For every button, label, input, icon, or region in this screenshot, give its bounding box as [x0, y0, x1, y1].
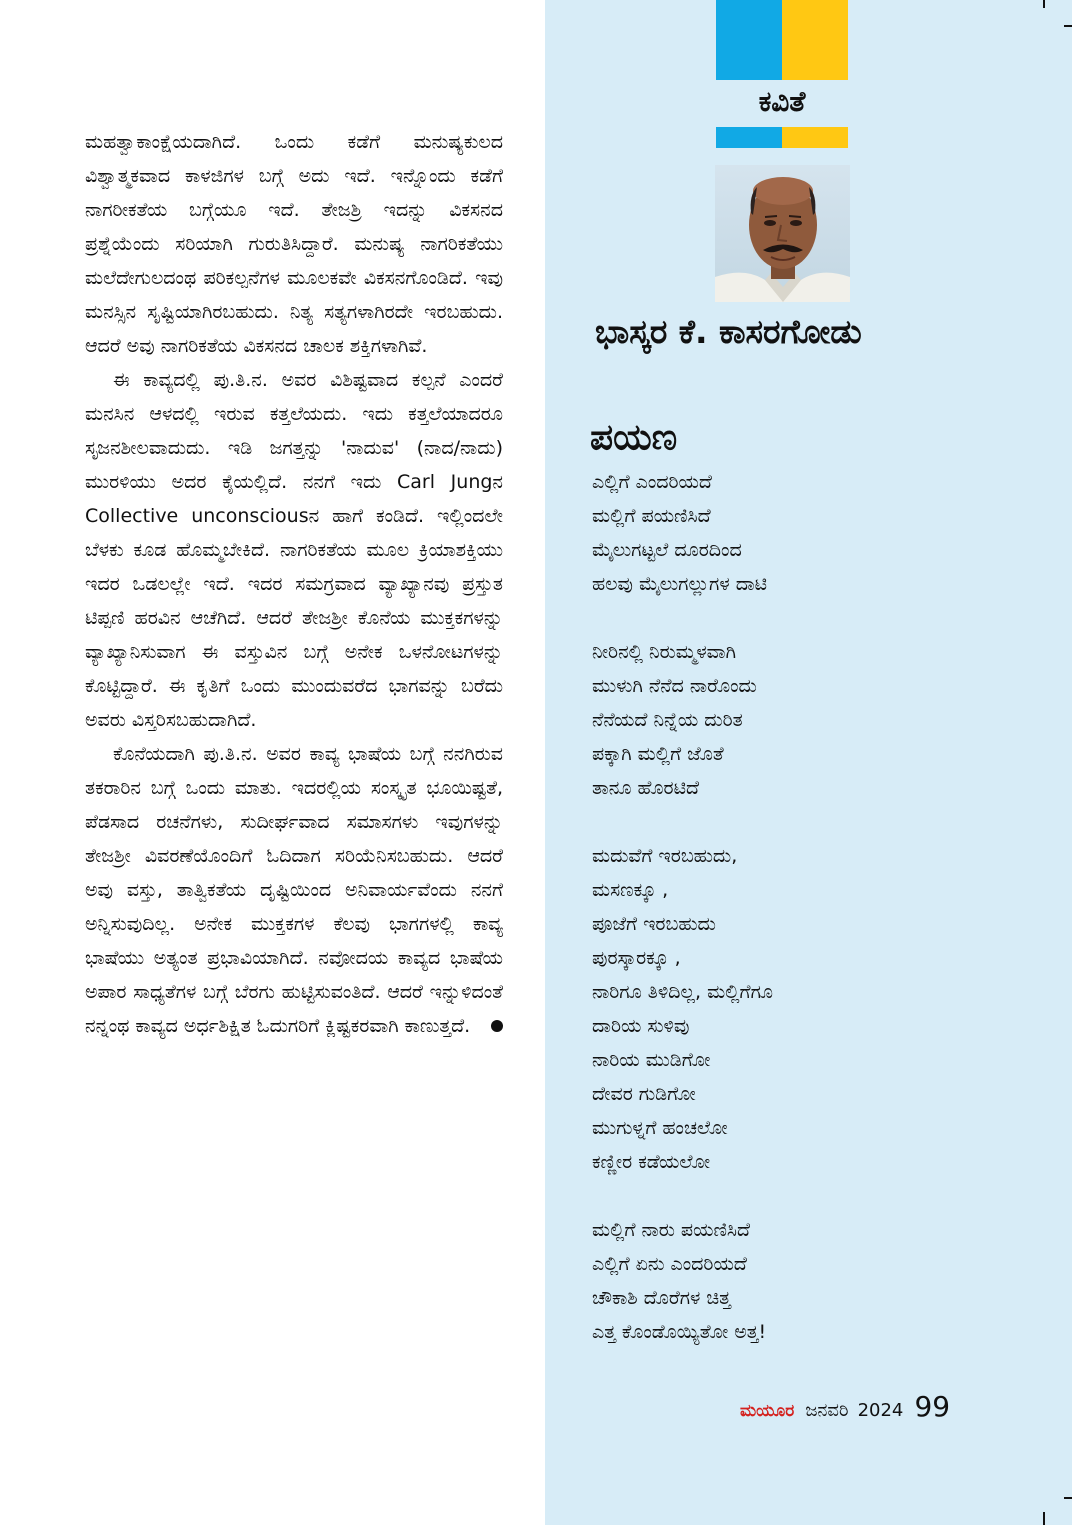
author-portrait-icon — [715, 165, 850, 302]
magazine-name: ಮಯೂರ — [740, 1401, 795, 1421]
author-photo — [715, 165, 850, 302]
poem-line: ಚೌಕಾಶಿ ದೊರೆಗಳ ಚಿತ್ತ — [592, 1287, 731, 1309]
end-of-article-dot-icon — [491, 1020, 503, 1032]
crop-mark-right-bottom — [1064, 1497, 1072, 1499]
article-paragraph-3 — [85, 737, 503, 1043]
issue-year: 2024 — [857, 1400, 904, 1421]
label-underline-blue — [716, 127, 782, 148]
poem-line: ಮಲ್ಲಿಗೆ ಪಯಣಿಸಿದೆ — [592, 505, 711, 527]
article-paragraph-1: ಮಹತ್ವಾಕಾಂಕ್ಷೆಯದಾಗಿದೆ. ಒಂದು ಕಡೆಗೆ ಮನುಷ್ಯಕುಲದ ವಿಶ್ವಾತ್ಮಕವಾದ ಕಾಳಜಿಗಳ ಬಗ್ಗೆ ಅದು ಇದೆ. ಇನ್ನೊಂದು ಕಡೆಗೆ ನಾಗರೀಕತೆಯ ಬಗ್ಗೆಯೂ ಇದೆ. ತೇಜಶ್ರಿ ಇದನ್ನು ವಿಕಸನದ ಪ್ರಶ್ನೆಯೆಂದು ಸರಿಯಾಗಿ ಗುರುತಿಸಿದ್ದಾರೆ. ಮನುಷ್ಯ ನಾಗರಿಕತೆಯು ಮಲೆದೇಗುಲದಂಥ ಪರಿಕಲ್ಪನೆಗಳ ಮೂಲಕವೇ ವಿಕಸನಗೊಂಡಿದೆ. ಇವು ಮನಸ್ಸಿನ ಸೃಷ್ಟಿಯಾಗಿರಬಹುದು. ನಿತ್ಯ ಸತ್ಯಗಳಾಗಿರದೇ ಇರಬಹುದು. ಆದರೆ ಅವು ನಾಗರಿಕತೆಯ ವಿಕಸನದ ಚಾಲಕ ಶಕ್ತಿಗಳಾಗಿವೆ. — [85, 131, 503, 357]
poem-line: ಹಲವು ಮೈಲುಗಲ್ಲುಗಳ ದಾಟಿ — [592, 573, 768, 595]
poem-title: ಪಯಣ — [590, 417, 678, 458]
crop-mark-bottom — [1043, 1512, 1045, 1525]
header-block-yellow — [782, 0, 848, 80]
poem-line: ಪುರಸ್ಕಾರಕ್ಕೂ , — [592, 947, 681, 969]
article-paragraph-2: ಈ ಕಾವ್ಯದಲ್ಲಿ ಪು.ತಿ.ನ. ಅವರ ವಿಶಿಷ್ಟವಾದ ಕಲ್ಪನೆ ಎಂದರೆ ಮನಸಿನ ಆಳದಲ್ಲಿ ಇರುವ ಕತ್ತಲೆಯದು. ಇದು ಕತ್ತಲೆಯಾದರೂ ಸೃಜನಶೀಲವಾದುದು. ಇಡಿ ಜಗತ್ತನ್ನು 'ನಾದುವ' (ನಾದ/ನಾದು) ಮುರಳಿಯು ಅದರ ಕೈಯಲ್ಲಿದೆ. ನನಗೆ ಇದು Carl Jungನ Collective unconsciousನ ಹಾಗೆ ಕಂಡಿದೆ. ಇಲ್ಲಿಂದಲೇ ಬೆಳಕು ಕೂಡ ಹೊಮ್ಮಬೇಕಿದೆ. ನಾಗರಿಕತೆಯ ಮೂಲ ಕ್ರಿಯಾಶಕ್ತಿಯು ಇದರ ಒಡಲಲ್ಲೇ ಇದೆ. ಇದರ ಸಮಗ್ರವಾದ ವ್ಯಾಖ್ಯಾನವು ಪ್ರಸ್ತುತ ಟಿಪ್ಪಣಿ ಹರವಿನ ಆಚೆಗಿದೆ. ಆದರೆ ತೇಜಶ್ರೀ ಕೊನೆಯ ಮುಕ್ತಕಗಳನ್ನು ವ್ಯಾಖ್ಯಾನಿಸುವಾಗ ಈ ವಸ್ತುವಿನ ಬಗ್ಗೆ ಅನೇಕ ಒಳನೋಟಗಳನ್ನು ಕೊಟ್ಟಿದ್ದಾರೆ. ಈ ಕೃತಿಗೆ ಒಂದು ಮುಂದುವರೆದ ಭಾಗವನ್ನು ಬರೆದು ಅವರು ವಿಸ್ತರಿಸಬಹುದಾಗಿದೆ. — [85, 369, 503, 731]
poem-line: ಮದುವೆಗೆ ಇರಬಹುದು, — [592, 845, 738, 867]
poem-stanza-2 — [592, 635, 1032, 805]
poem-line: ನೆನೆಯದೆ ನಿನ್ನೆಯ ದುರಿತ — [592, 709, 743, 731]
poem-line: ಮಸಣಕ್ಕೂ , — [592, 879, 669, 901]
article-paragraph-3-text: ಕೊನೆಯದಾಗಿ ಪು.ತಿ.ನ. ಅವರ ಕಾವ್ಯ ಭಾಷೆಯ ಬಗ್ಗೆ ನನಗಿರುವ ತಕರಾರಿನ ಬಗ್ಗೆ ಒಂದು ಮಾತು. ಇದರಲ್ಲಿಯ ಸಂಸ್ಕೃತ ಭೂಯಿಷ್ಟತೆ, ಪೆಡಸಾದ ರಚನೆಗಳು, ಸುದೀರ್ಘವಾದ ಸಮಾಸಗಳು ಇವುಗಳನ್ನು ತೇಜಶ್ರೀ ವಿವರಣೆಯೊಂದಿಗೆ ಓದಿದಾಗ ಸರಿಯೆನಿಸಬಹುದು. ಆದರೆ ಅವು ವಸ್ತು, ತಾತ್ವಿಕತೆಯ ದೃಷ್ಟಿಯಿಂದ ಅನಿವಾರ್ಯವೆಂದು ನನಗೆ ಅನ್ನಿಸುವುದಿಲ್ಲ. ಅನೇಕ ಮುಕ್ತಕಗಳ ಕೆಲವು ಭಾಗಗಳಲ್ಲಿ ಕಾವ್ಯ ಭಾಷೆಯು ಅತ್ಯಂತ ಪ್ರಭಾವಿಯಾಗಿದೆ. ನವೋದಯ ಕಾವ್ಯದ ಭಾಷೆಯ ಅಪಾರ ಸಾಧ್ಯತೆಗಳ ಬಗ್ಗೆ ಬೆರಗು ಹುಟ್ಟಿಸುವಂತಿದೆ. ಆದರೆ ಇನ್ನುಳಿದಂತೆ ನನ್ನಂಥ ಕಾವ್ಯದ ಅರ್ಧಶಿಕ್ಷಿತ ಓದುಗರಿಗೆ ಕ್ಲಿಷ್ಟಕರವಾಗಿ ಕಾಣುತ್ತದೆ. — [85, 743, 503, 1037]
issue-month: ಜನವರಿ — [805, 1400, 849, 1421]
poem-line: ಮುಳುಗಿ ನೆನೆದ ನಾರೊಂದು — [592, 675, 757, 697]
header-block-blue — [716, 0, 782, 80]
poem-line: ನೀರಿನಲ್ಲಿ ನಿರುಮ್ಮಳವಾಗಿ — [592, 641, 736, 663]
poem-line: ಕಣ್ಣೀರ ಕಡೆಯಲೋ — [592, 1151, 711, 1173]
article-column — [85, 125, 503, 1043]
poem-line: ಮುಗುಳ್ನಗೆ ಹಂಚಲೋ — [592, 1117, 728, 1139]
poem-line: ಪಕ್ಕಾಗಿ ಮಲ್ಲಿಗೆ ಜೊತೆ — [592, 743, 724, 765]
author-name: ಭಾಸ್ಕರ ಕೆ. ಕಾಸರಗೋಡು — [595, 312, 862, 351]
crop-mark-right-top — [1064, 25, 1072, 27]
poem-stanza-1 — [592, 465, 1032, 601]
poem-line: ತಾನೂ ಹೊರಟಿದೆ — [592, 777, 700, 799]
page-number: 99 — [914, 1390, 951, 1423]
poem-line: ನಾರಿಯ ಮುಡಿಗೋ — [592, 1049, 711, 1071]
poem-body — [592, 465, 1032, 1383]
crop-mark-top — [1043, 0, 1045, 8]
poem-line: ಮೈಲುಗಟ್ಟಲೆ ದೂರದಿಂದ — [592, 539, 742, 561]
poem-line: ಎಲ್ಲಿಗೆ ಏನು ಎಂದರಿಯದೆ — [592, 1253, 747, 1275]
poem-line: ನಾರಿಗೂ ತಿಳಿದಿಲ್ಲ, ಮಲ್ಲಿಗೆಗೂ — [592, 981, 773, 1003]
poem-line: ಎತ್ತ ಕೊಂಡೊಯ್ಯಿತೋ ಅತ್ತ! — [592, 1321, 767, 1343]
poem-stanza-3 — [592, 839, 1032, 1179]
poem-line: ಮಲ್ಲಿಗೆ ನಾರು ಪಯಣಿಸಿದೆ — [592, 1219, 751, 1241]
page-footer — [740, 1390, 950, 1423]
poem-line: ಎಲ್ಲಿಗೆ ಎಂದರಿಯದೆ — [592, 471, 712, 493]
poem-line: ದಾರಿಯ ಸುಳಿವು — [592, 1015, 690, 1037]
label-underline-yellow — [782, 127, 848, 148]
poem-line: ದೇವರ ಗುಡಿಗೋ — [592, 1083, 696, 1105]
poem-stanza-4 — [592, 1213, 1032, 1349]
poem-line: ಪೂಜೆಗೆ ಇರಬಹುದು — [592, 913, 716, 935]
section-label: ಕವಿತೆ — [758, 85, 806, 118]
